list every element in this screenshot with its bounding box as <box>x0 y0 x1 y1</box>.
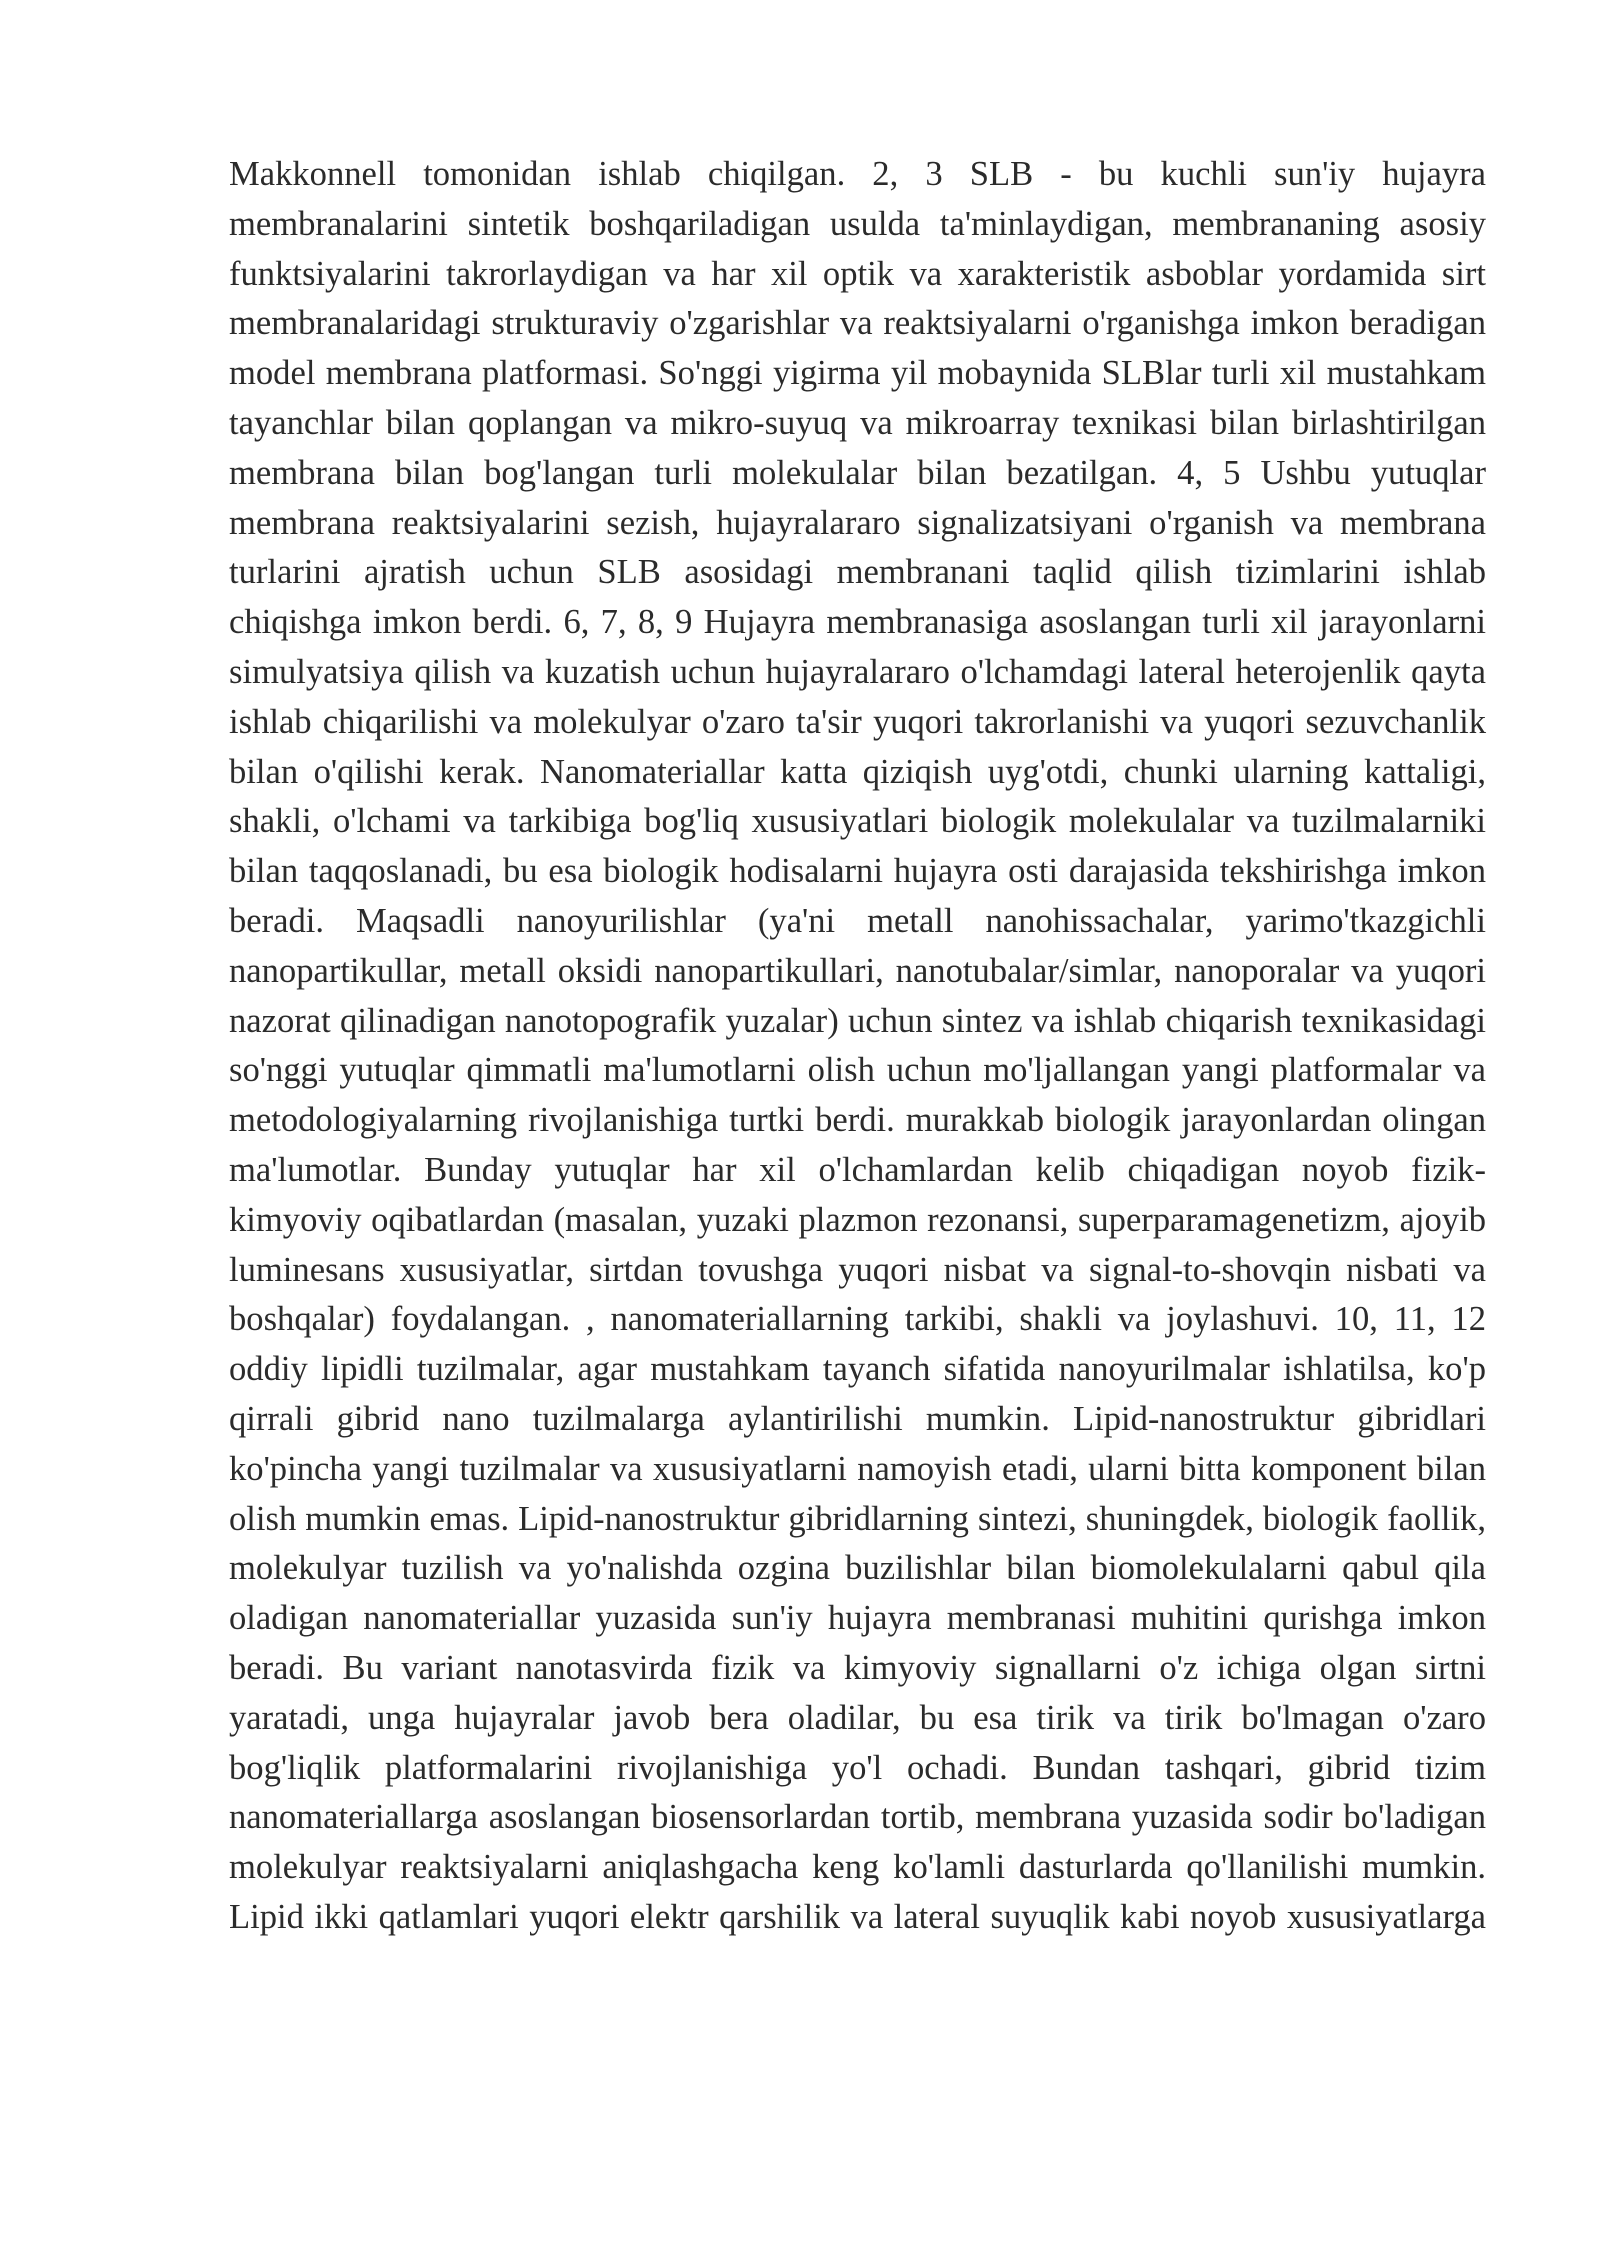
body-paragraph: Makkonnell tomonidan ishlab chiqilgan. 2, 3 SLB - bu kuchli sun'iy hujayra membranalarini sintetik boshqariladigan usulda ta'minlaydigan, membrananing asosiy funktsiyalarini takrorlaydigan va har xil optik va xarakteristik asboblar yordamida sirt membranalaridagi strukturaviy o'zgarishlar va reaktsiyalarni o'rganishga imkon beradigan model membrana platformasi. So'nggi yigirma yil mobaynida SLBlar turli xil mustahkam tayanchlar bilan qoplangan va mikro-suyuq va mikroarray texnikasi bilan birlashtirilgan membrana bilan bog'langan turli molekulalar bilan bezatilgan. 4, 5 Ushbu yutuqlar membrana reaktsiyalarini sezish, hujayralararo signalizatsiyani o'rganish va membrana turlarini ajratish uchun SLB asosidagi membranani taqlid qilish tizimlarini ishlab chiqishga imkon berdi. 6, 7, 8, 9 Hujayra membranasiga asoslangan turli xil jarayonlarni simulyatsiya qilish va kuzatish uchun hujayralararo o'lchamdagi lateral heterojenlik qayta ishlab chiqarilishi va molekulyar o'zaro ta'sir yuqori takrorlanishi va yuqori sezuvchanlik bilan o'qilishi kerak. Nanomateriallar katta qiziqish uyg'otdi, chunki ularning kattaligi, shakli, o'lchami va tarkibiga bog'liq xususiyatlari biologik molekulalar va tuzilmalarniki bilan taqqoslanadi, bu esa biologik hodisalarni hujayra osti darajasida tekshirishga imkon beradi. Maqsadli nanoyurilishlar (ya'ni metall nanohissachalar, yarimo'tkazgichli nanopartikullar, metall oksidi nanopartikullari, nanotubalar/simlar, nanoporalar va yuqori nazorat qilinadigan nanotopografik yuzalar) uchun sintez va ishlab chiqarish texnikasidagi so'nggi yutuqlar qimmatli ma'lumotlarni olish uchun mo'ljallangan yangi platformalar va metodologiyalarning rivojlanishiga turtki berdi. murakkab biologik jarayonlardan olingan ma'lumotlar. Bunday yutuqlar har xil o'lchamlardan kelib chiqadigan noyob fizik-kimyoviy oqibatlardan (masalan, yuzaki plazmon rezonansi, superparamagenetizm, ajoyib luminesans xususiyatlar, sirtdan tovushga yuqori nisbat va signal-to-shovqin nisbati va boshqalar) foydalangan. , nanomateriallarning tarkibi, shakli va joylashuvi. 10, 11, 12 oddiy lipidli tuzilmalar, agar mustahkam tayanch sifatida nanoyurilmalar ishlatilsa, ko'p qirrali gibrid nano tuzilmalarga aylantirilishi mumkin. Lipid-nanostruktur gibridlari ko'pincha yangi tuzilmalar va xususiyatlarni namoyish etadi, ularni bitta komponent bilan olish mumkin emas. Lipid-nanostruktur gibridlarning sintezi, shuningdek, biologik faollik, molekulyar tuzilish va yo'nalishda ozgina buzilishlar bilan biomolekulalarni qabul qila oladigan nanomateriallar yuzasida sun'iy hujayra membranasi muhitini qurishga imkon beradi. Bu variant nanotasvirda fizik va kimyoviy signallarni o'z ichiga olgan sirtni yaratadi, unga hujayralar javob bera oladilar, bu esa tirik va tirik bo'lmagan o'zaro bog'liqlik platformalarini rivojlanishiga yo'l ochadi. Bundan tashqari, gibrid tizim nanomateriallarga asoslangan biosensorlardan tortib, membrana yuzasida sodir bo'ladigan molekulyar reaktsiyalarni aniqlashgacha keng ko'lamli dasturlarda qo'llanilishi mumkin. Lipid ikki qatlamlari yuqori elektr qarshilik va lateral suyuqlik kabi noyob xususiyatlarga <box>229 155 1486 1936</box>
